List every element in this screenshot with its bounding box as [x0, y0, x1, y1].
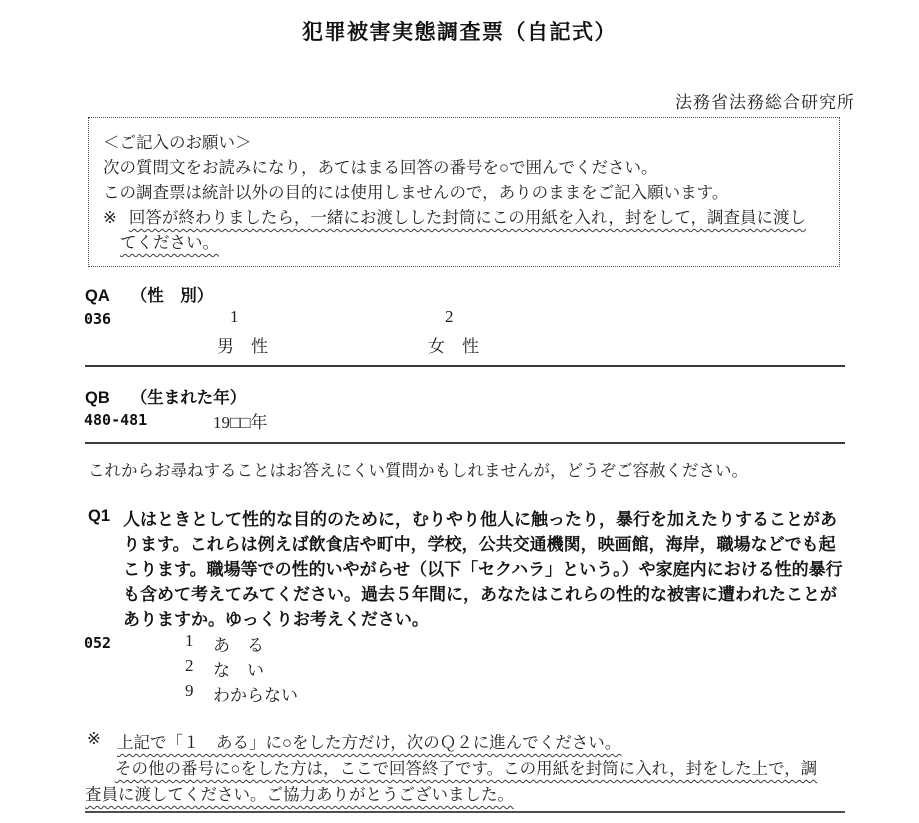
question-1-text-line: ありますか。ゆっくりお考えください。 — [123, 610, 429, 629]
question-1-text-line: こります。職場等での性的いやがらせ（以下「セクハラ」という。）や家庭内における性的暴行 — [123, 560, 843, 579]
footer-reference-marker: ※ — [87, 729, 101, 748]
question-b-title: （生まれた年） — [130, 389, 247, 407]
question-a-title: （性 別） — [130, 287, 214, 305]
footer-note-line-1 — [117, 729, 621, 753]
organization-name: 法務省法務総合研究所 — [675, 93, 855, 112]
question-b-heading — [85, 384, 246, 408]
notice-wavy-text-1: 回答が終わりましたら，一緒にお渡しした封筒にこの用紙を入れ，封をして，調査員に渡し — [128, 208, 806, 227]
separator-line-1 — [85, 365, 845, 367]
question-1-text-line: 人はときとして性的な目的のために，むりやり他人に触ったり，暴行を加えたりすることがあ — [123, 510, 837, 529]
question-1-text-line: も含めて考えてみてください。過去５年間に，あなたはこれらの性的な被害に遭われたことが — [123, 585, 837, 604]
notice-line-1: 次の質問文をお読みになり，あてはまる回答の番号を○で囲んでください。 — [103, 158, 658, 177]
question-1-option-2-number: 2 — [185, 656, 194, 675]
footer-note-line-2 — [115, 755, 817, 779]
question-1-option-2-label: な い — [213, 661, 264, 680]
question-1-text — [123, 507, 843, 632]
question-a-label: QA — [85, 287, 110, 305]
notice-box — [88, 117, 840, 267]
question-1-option-9-label: わからない — [213, 686, 298, 705]
intro-note: これからお尋ねすることはお答えにくい質問かもしれませんが，どうぞご容赦ください。 — [88, 461, 748, 480]
bottom-rule — [85, 811, 845, 813]
question-a-heading — [85, 282, 213, 306]
question-a-option-1-number: 1 — [230, 307, 239, 326]
question-1-option-1-number: 1 — [185, 631, 194, 650]
question-a-option-2-label: 女 性 — [428, 337, 479, 356]
question-a-option-1-label: 男 性 — [217, 337, 268, 356]
notice-wavy-text-2: てください。 — [120, 233, 219, 252]
notice-note-line-1 — [103, 205, 825, 230]
footer-wavy-text-1: 上記で「１ ある」に○をした方だけ，次のＱ２に進んでください。 — [117, 733, 622, 752]
question-b-answer-format: 19□□年 — [213, 413, 268, 432]
footer-wavy-text-2: その他の番号に○をした方は，ここで回答終了です。この用紙を封筒に入れ，封をした上で，調 — [115, 759, 818, 778]
reference-marker: ※ — [103, 208, 117, 227]
question-b-code: 480-481 — [84, 411, 148, 429]
notice-heading: ＜ご記入のお願い＞ — [103, 133, 252, 152]
question-a-option-2-number: 2 — [445, 307, 454, 326]
page-title: 犯罪被害実態調査票（自記式） — [302, 21, 617, 44]
notice-line-2: この調査票は統計以外の目的には使用しませんので，ありのままをご記入願います。 — [103, 183, 729, 202]
question-1-text-line: ります。これらは例えば飲食店や町中，学校，公共交通機関，映画館，海岸，職場などでも起 — [123, 535, 836, 554]
footer-wavy-text-3: 査員に渡してください。ご協力ありがとうございました。 — [85, 785, 514, 804]
question-1-option-9-number: 9 — [185, 681, 194, 700]
footer-note-line-3 — [85, 781, 514, 805]
question-a-code: 036 — [84, 310, 112, 328]
question-1-code: 052 — [84, 634, 112, 652]
question-b-label: QB — [85, 389, 110, 407]
notice-note-line-2 — [103, 230, 825, 255]
question-1-label: Q1 — [88, 507, 111, 525]
question-1-option-1-label: あ る — [213, 636, 264, 655]
separator-line-2 — [85, 442, 845, 444]
